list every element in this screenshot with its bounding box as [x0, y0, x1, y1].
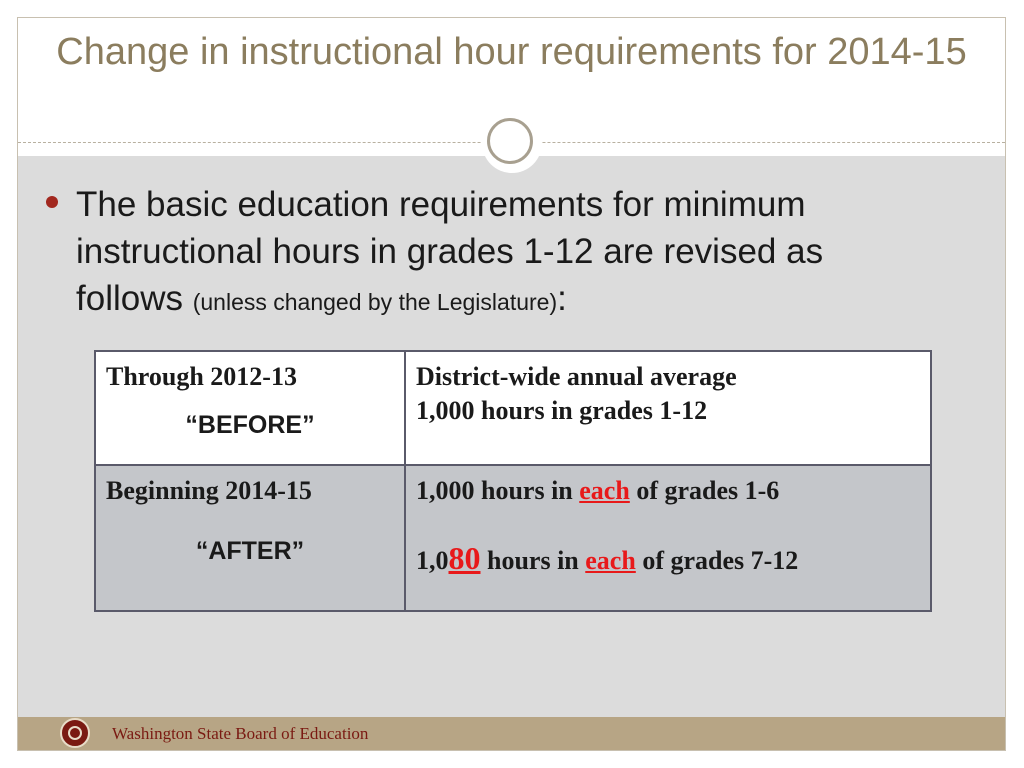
footer-org-name: Washington State Board of Education — [112, 724, 369, 743]
before-value-cell — [405, 351, 931, 465]
footer-bar — [18, 717, 1005, 751]
before-line1: District-wide annual average — [416, 362, 737, 391]
divider-circle-icon — [487, 118, 533, 164]
after-line1-suffix: of grades 1-6 — [629, 476, 780, 505]
before-tag: “BEFORE” — [185, 411, 315, 439]
bullet-colon: : — [557, 279, 567, 318]
after-line2-prefix: 1,0 — [416, 546, 449, 575]
after-value-cell — [405, 465, 931, 611]
bullet-icon — [46, 196, 58, 208]
before-label-cell — [95, 351, 405, 465]
before-period: Through 2012-13 — [106, 362, 297, 391]
after-line1-prefix: 1,000 hours in — [416, 476, 580, 505]
table-row-after — [95, 465, 931, 611]
seal-inner-ring — [68, 726, 82, 740]
requirements-table — [94, 350, 932, 612]
after-line-gap — [416, 508, 920, 541]
board-seal-icon — [60, 718, 90, 748]
after-line2-mid: hours in — [480, 546, 586, 575]
bullet-text — [76, 181, 936, 326]
slide-title: Change in instructional hour requirements for 2014-15 — [56, 31, 967, 73]
after-line2-emphasis-number: 80 — [448, 540, 481, 576]
bullet-aside: (unless changed by the Legislature) — [192, 289, 558, 315]
after-line2-emphasis: each — [585, 546, 636, 575]
before-line2: 1,000 hours in grades 1-12 — [416, 396, 708, 425]
table-row-before — [95, 351, 931, 465]
after-line1-emphasis: each — [579, 476, 630, 505]
after-label-cell — [95, 465, 405, 611]
after-period: Beginning 2014-15 — [106, 476, 312, 505]
after-line2-suffix: of grades 7-12 — [635, 546, 799, 575]
after-tag: “AFTER” — [195, 537, 305, 565]
slide — [17, 17, 1006, 751]
bullet-main-text: The basic education requirements for minimum instructional hours in grades 1-12 are revised as follows — [76, 185, 824, 318]
